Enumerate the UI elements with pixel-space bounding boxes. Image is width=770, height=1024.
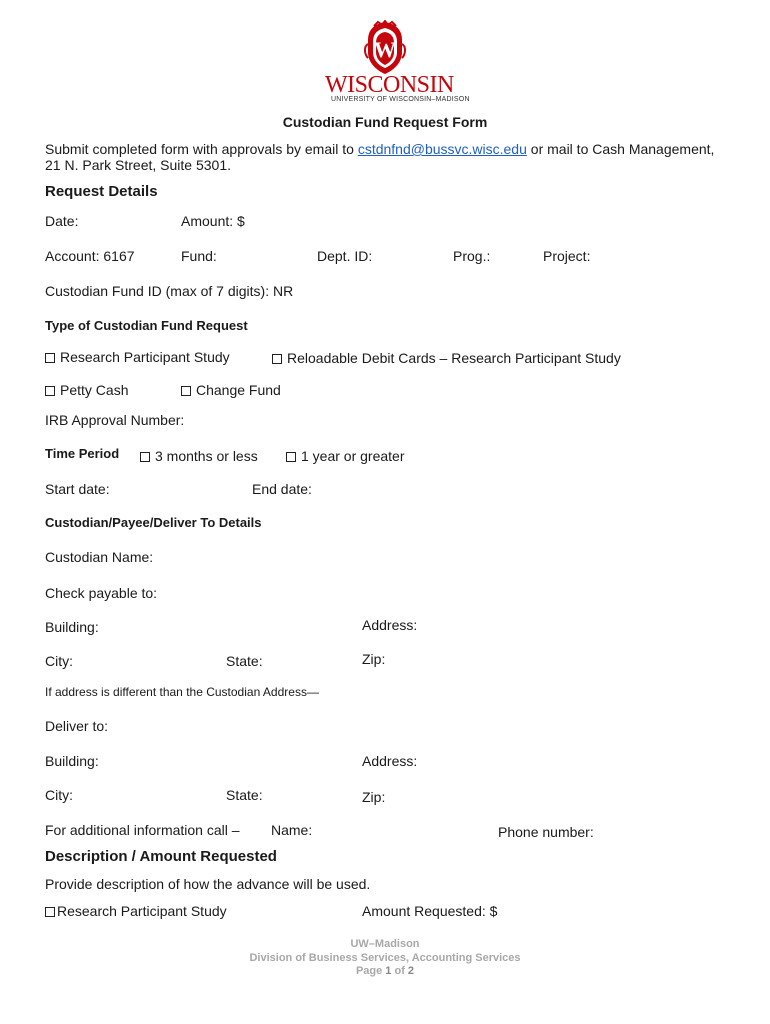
option-research-participant-study[interactable] xyxy=(45,349,230,365)
footer-division: Division of Business Services, Accounting Services xyxy=(249,952,521,964)
footer-org: UW–Madison xyxy=(350,938,420,950)
building-label: Building: xyxy=(45,619,99,635)
intro-line-1 xyxy=(45,141,714,157)
description-instructions: Provide description of how the advance will be used. xyxy=(45,876,371,892)
different-address-note: If address is different than the Custodian Address— xyxy=(45,685,319,699)
phone-number-label: Phone number: xyxy=(498,824,594,840)
option-label: 1 year or greater xyxy=(301,448,405,464)
request-type-heading: Type of Custodian Fund Request xyxy=(45,318,248,333)
date-label: Date: xyxy=(45,213,79,229)
dept-id-label: Dept. ID: xyxy=(317,248,373,264)
option-petty-cash[interactable] xyxy=(45,382,128,398)
checkbox[interactable] xyxy=(286,452,296,462)
option-label: 3 months or less xyxy=(155,448,258,464)
uw-crest-logo xyxy=(362,20,408,76)
checkbox[interactable] xyxy=(140,452,150,462)
page-prefix: Page xyxy=(355,965,386,977)
additional-info-label: For additional information call – xyxy=(45,822,240,838)
project-label: Project: xyxy=(543,248,591,264)
logo-subtitle: UNIVERSITY OF WISCONSIN–MADISON xyxy=(331,96,470,103)
option-change-fund[interactable] xyxy=(181,382,281,398)
page-total: 2 xyxy=(407,965,415,977)
fund-label: Fund: xyxy=(181,248,217,264)
crest-letter: W xyxy=(374,37,396,62)
option-label: Research Participant Study xyxy=(57,903,227,919)
deliver-building-label: Building: xyxy=(45,753,99,769)
city-label: City: xyxy=(45,653,73,669)
deliver-city-label: City: xyxy=(45,787,73,803)
option-label: Research Participant Study xyxy=(60,349,230,365)
option-3-months[interactable] xyxy=(140,448,258,464)
checkbox[interactable] xyxy=(45,386,55,396)
deliver-to-label: Deliver to: xyxy=(45,718,109,734)
page-of: of xyxy=(391,965,408,977)
form-title: Custodian Fund Request Form xyxy=(282,114,488,130)
time-period-heading: Time Period xyxy=(45,446,120,461)
intro-text-before: Submit completed form with approvals by email to xyxy=(45,141,358,157)
intro-text-after: or mail to Cash Management, xyxy=(526,141,715,157)
description-option-research[interactable] xyxy=(45,903,227,919)
deliver-state-label: State: xyxy=(226,787,263,803)
checkbox[interactable] xyxy=(272,354,282,364)
request-details-heading: Request Details xyxy=(45,183,158,200)
deliver-zip-label: Zip: xyxy=(362,789,386,805)
email-link[interactable]: cstdnfnd@bussvc.wisc.edu xyxy=(357,141,527,157)
contact-name-label: Name: xyxy=(271,822,313,838)
amount-requested-label: Amount Requested: $ xyxy=(362,903,498,919)
prog-label: Prog.: xyxy=(453,248,491,264)
irb-approval-label: IRB Approval Number: xyxy=(45,412,185,428)
option-label: Reloadable Debit Cards – Research Participant Study xyxy=(287,350,621,366)
custodian-name-label: Custodian Name: xyxy=(45,549,154,565)
deliver-address-label: Address: xyxy=(362,753,418,769)
description-heading: Description / Amount Requested xyxy=(45,848,277,865)
option-1-year[interactable] xyxy=(286,448,405,464)
checkbox[interactable] xyxy=(45,907,55,917)
checkbox[interactable] xyxy=(181,386,191,396)
end-date-label: End date: xyxy=(252,481,312,497)
intro-line-2: 21 N. Park Street, Suite 5301. xyxy=(45,157,231,173)
custodian-heading: Custodian/Payee/Deliver To Details xyxy=(45,515,262,530)
start-date-label: Start date: xyxy=(45,481,110,497)
option-reloadable-debit-cards[interactable] xyxy=(272,350,621,366)
option-label: Petty Cash xyxy=(60,382,129,398)
check-payable-label: Check payable to: xyxy=(45,585,158,601)
account-label: Account: 6167 xyxy=(45,248,135,264)
page-number: 1 xyxy=(385,965,392,977)
zip-label: Zip: xyxy=(362,651,386,667)
fund-id-label: Custodian Fund ID (max of 7 digits): NR xyxy=(45,283,294,299)
checkbox[interactable] xyxy=(45,353,55,363)
logo-wordmark: WISCONSIN xyxy=(325,72,454,98)
footer-page-indicator xyxy=(0,965,770,977)
amount-label: Amount: $ xyxy=(181,213,245,229)
state-label: State: xyxy=(226,653,263,669)
address-label: Address: xyxy=(362,617,418,633)
option-label: Change Fund xyxy=(196,382,281,398)
